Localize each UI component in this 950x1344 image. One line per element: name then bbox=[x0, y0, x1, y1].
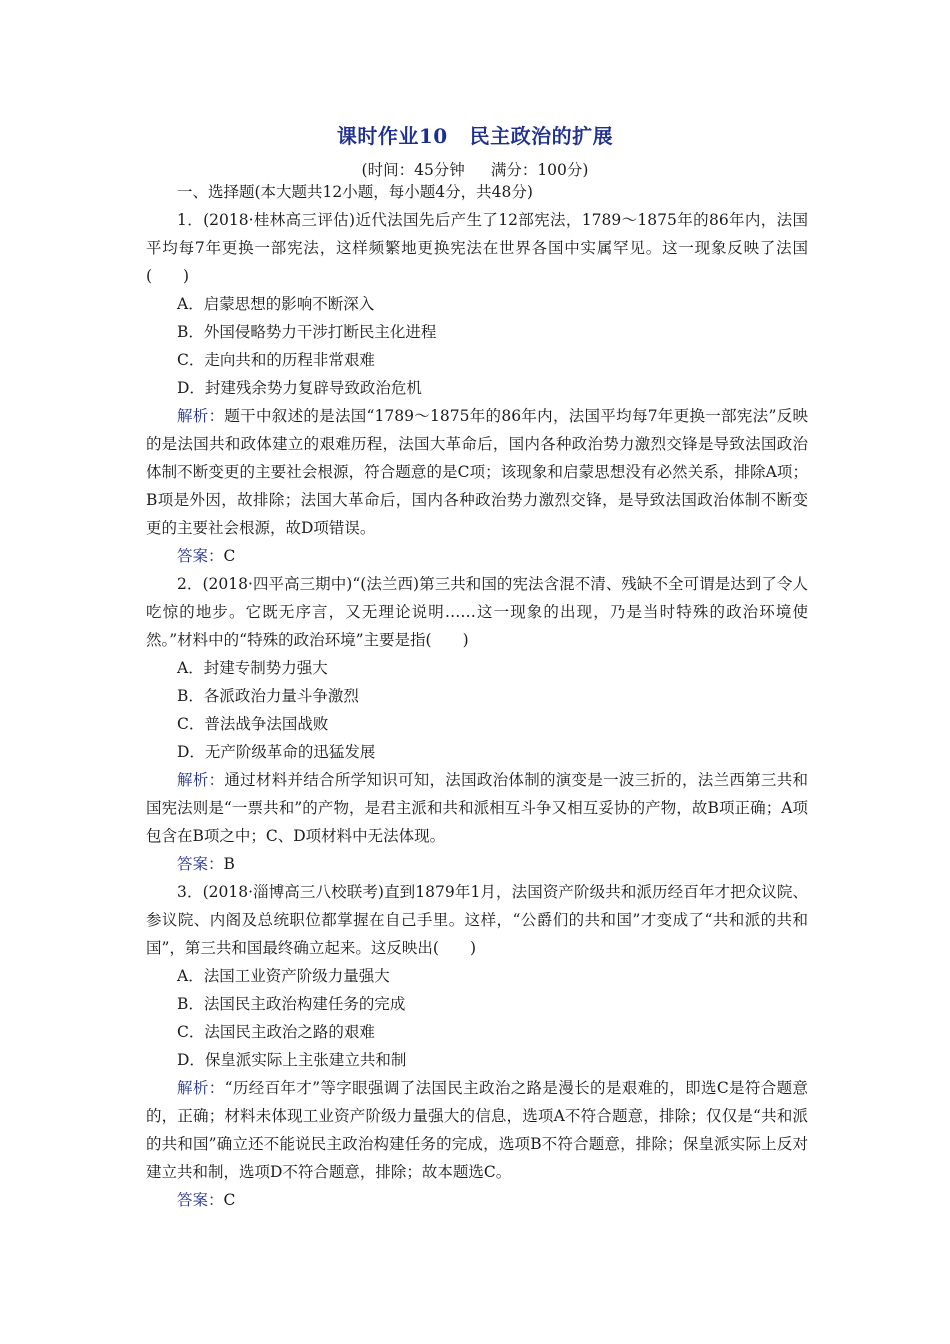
question-stem: 1．(2018·桂林高三评估)近代法国先后产生了12部宪法，1789～1875年的86年内，法国平均每7年更换一部宪法，这样频繁地更换宪法在世界各国中实属罕见。这一现象反映了法国( ) bbox=[146, 211, 808, 285]
option-d: D．封建残余势力复辟导致政治危机 bbox=[177, 379, 422, 397]
answer-value: B bbox=[223, 855, 235, 873]
page-title bbox=[0, 120, 950, 149]
analysis-text: 通过材料并结合所学知识可知，法国政治体制的演变是一波三折的，法兰西第三共和国宪法则是“一票共和”的产物，是君主派和共和派相互斗争又相互妥协的产物，故B项正确；A项包含在B项之中；C、D项材料中无法体现。 bbox=[146, 771, 808, 845]
analysis bbox=[146, 1074, 808, 1186]
option-c: C．法国民主政治之路的艰难 bbox=[177, 1023, 375, 1041]
title-main: 课时作业10 bbox=[336, 124, 448, 148]
question-3 bbox=[146, 878, 808, 1214]
answer bbox=[146, 850, 808, 878]
question-stem: 3．(2018·淄博高三八校联考)直到1879年1月，法国资产阶级共和派历经百年才把众议院、参议院、内阁及总统职位都掌握在自己手里。这样，“公爵们的共和国”才变成了“共和派的共和国”，第三共和国最终确立起来。这反映出( ) bbox=[146, 883, 808, 957]
answer-label: 答案： bbox=[177, 855, 224, 873]
exam-info bbox=[0, 158, 950, 180]
analysis bbox=[146, 766, 808, 850]
section-heading: 一、选择题(本大题共12小题，每小题4分，共48分) bbox=[177, 183, 533, 201]
analysis-label: 解析： bbox=[177, 1079, 225, 1097]
option-a: A．法国工业资产阶级力量强大 bbox=[177, 967, 390, 985]
answer-label: 答案： bbox=[177, 1191, 224, 1209]
option-a: A．封建专制势力强大 bbox=[177, 659, 328, 677]
analysis-label: 解析： bbox=[177, 407, 225, 425]
option-b: B．各派政治力量斗争激烈 bbox=[177, 687, 359, 705]
title-sub: 民主政治的扩展 bbox=[469, 124, 614, 148]
content bbox=[146, 178, 808, 1214]
answer-value: C bbox=[223, 547, 236, 565]
analysis-label: 解析： bbox=[177, 771, 225, 789]
question-stem: 2．(2018·四平高三期中)“(法兰西)第三共和国的宪法含混不清、残缺不全可谓是达到了令人吃惊的地步。它既无序言，又无理论说明……这一现象的出现，乃是当时特殊的政治环境使然。”材料中的“特殊的政治环境”主要是指( ) bbox=[146, 575, 808, 649]
analysis bbox=[146, 402, 808, 542]
option-a: A．启蒙思想的影响不断深入 bbox=[177, 295, 375, 313]
option-b: B．法国民主政治构建任务的完成 bbox=[177, 995, 406, 1013]
analysis-text: 题干中叙述的是法国“1789～1875年的86年内，法国平均每7年更换一部宪法”反映的是法国共和政体建立的艰难历程，法国大革命后，国内各种政治势力激烈交锋是导致法国政治体制不断变更的主要社会根源，符合题意的是C项；该现象和启蒙思想没有必然关系，排除A项；B项是外因，故排除；法国大革命后，国内各种政治势力激烈交锋，是导致法国政治体制不断变更的主要社会根源，故D项错误。 bbox=[146, 407, 808, 537]
option-c: C．普法战争法国战败 bbox=[177, 715, 329, 733]
option-c: C．走向共和的历程非常艰难 bbox=[177, 351, 375, 369]
answer-label: 答案： bbox=[177, 547, 224, 565]
time-limit: (时间：45分钟 bbox=[361, 161, 465, 179]
analysis-text: “历经百年才”等字眼强调了法国民主政治之路是漫长的是艰难的，即选C是符合题意的，正确；材料未体现工业资产阶级力量强大的信息，选项A不符合题意，排除；仅仅是“共和派的共和国”确立还不能说民主政治构建任务的完成，选项B不符合题意，排除；保皇派实际上反对建立共和制，选项D不符合题意，排除；故本题选C。 bbox=[146, 1079, 808, 1181]
answer-value: C bbox=[223, 1191, 236, 1209]
full-score: 满分：100分) bbox=[490, 161, 589, 179]
question-2 bbox=[146, 570, 808, 878]
answer bbox=[146, 1186, 808, 1214]
option-b: B．外国侵略势力干涉打断民主化进程 bbox=[177, 323, 437, 341]
answer bbox=[146, 542, 808, 570]
option-d: D．保皇派实际上主张建立共和制 bbox=[177, 1051, 407, 1069]
option-d: D．无产阶级革命的迅猛发展 bbox=[177, 743, 376, 761]
question-1 bbox=[146, 206, 808, 570]
